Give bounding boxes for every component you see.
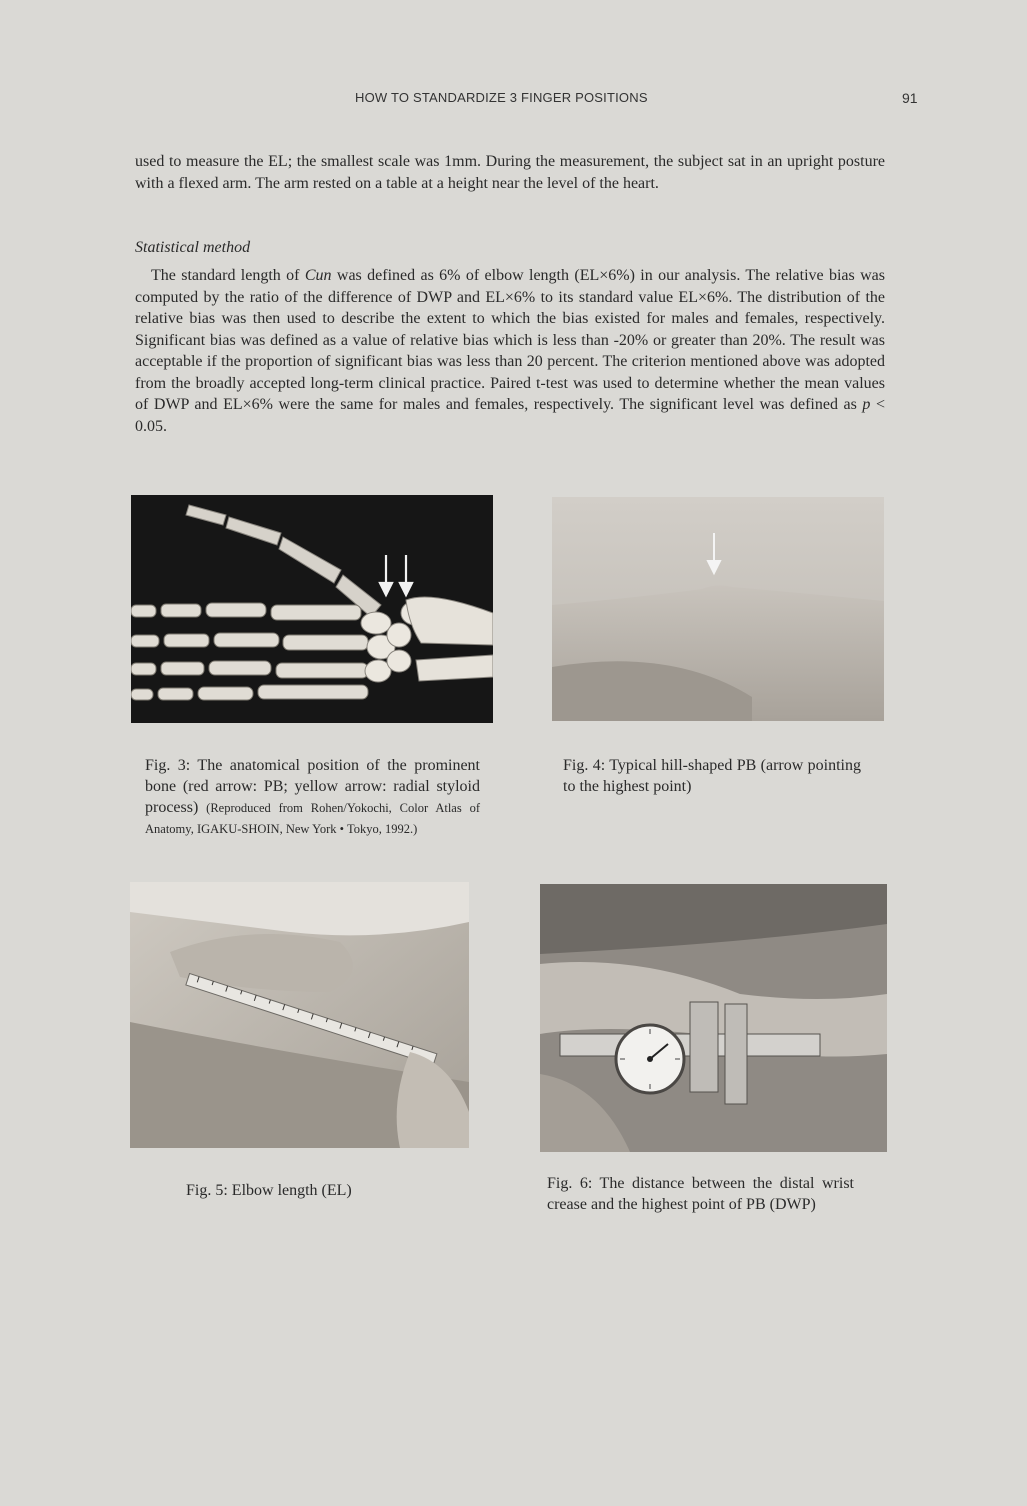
figure-6-caption: Fig. 6: The distance between the distal wrist crease and the highest point of PB (DWP) — [547, 1175, 854, 1213]
caliper-photo — [540, 884, 887, 1152]
para2-rest: was defined as 6% of elbow length (EL×6%) in our analysis. The relative bias was computed by the ratio of the difference of DWP and EL×6% to its standard value EL×6%. The distribution of the relative bias was then used to describe the extent to which the bias existed for males and females, respectively. Significant bias was defined as a value of relative bias which is less than -20% or greater than 20%. The result was acceptable if the proportion of significant bias was less than 20 percent. The criterion mentioned above was adopted from the broadly accepted long-term clinical practice. Paired t-test was used to determine whether the mean values of DWP and EL×6% were the same for males and females, respectively. The significant level was defined as — [135, 267, 885, 413]
para2-italic-term: Cun — [304, 267, 332, 284]
para2-p-symbol: p — [862, 396, 871, 413]
elbow-measurement-photo — [130, 882, 469, 1148]
figure-6-caliper-measurement — [540, 884, 887, 1152]
para2-end: < 0.05. — [135, 396, 885, 435]
running-head: HOW TO STANDARDIZE 3 FINGER POSITIONS — [355, 90, 648, 105]
figure-3-credit: (Reproduced from Rohen/Yokochi, Color Atlas of Anatomy, IGAKU-SHOIN, New York • Tokyo, 1992.) — [145, 801, 480, 836]
paragraph-1: used to measure the EL; the smallest scale was 1mm. During the measurement, the subject sat in an upright posture with a flexed arm. The arm rested on a table at a height near the level of the heart. — [135, 153, 885, 192]
para2-start: The standard length of — [151, 267, 305, 284]
page-number: 91 — [902, 90, 918, 106]
paragraph-2 — [135, 265, 885, 437]
figure-5-caption: Fig. 5: Elbow length (EL) — [186, 1182, 352, 1199]
forearm-photo — [552, 497, 884, 721]
figure-4-forearm-profile — [552, 497, 884, 721]
figure-3-caption-text: Fig. 3: The anatomical position of the prominent bone (red arrow: PB; yellow arrow: radial styloid process) — [145, 757, 480, 816]
figure-3-hand-skeleton — [131, 495, 493, 723]
figure-4-caption: Fig. 4: Typical hill-shaped PB (arrow pointing to the highest point) — [563, 757, 861, 795]
section-title: Statistical method — [135, 239, 251, 256]
figure-5-elbow-length — [130, 882, 469, 1148]
figure-3-caption — [145, 755, 480, 839]
hand-skeleton-illustration — [131, 495, 493, 723]
